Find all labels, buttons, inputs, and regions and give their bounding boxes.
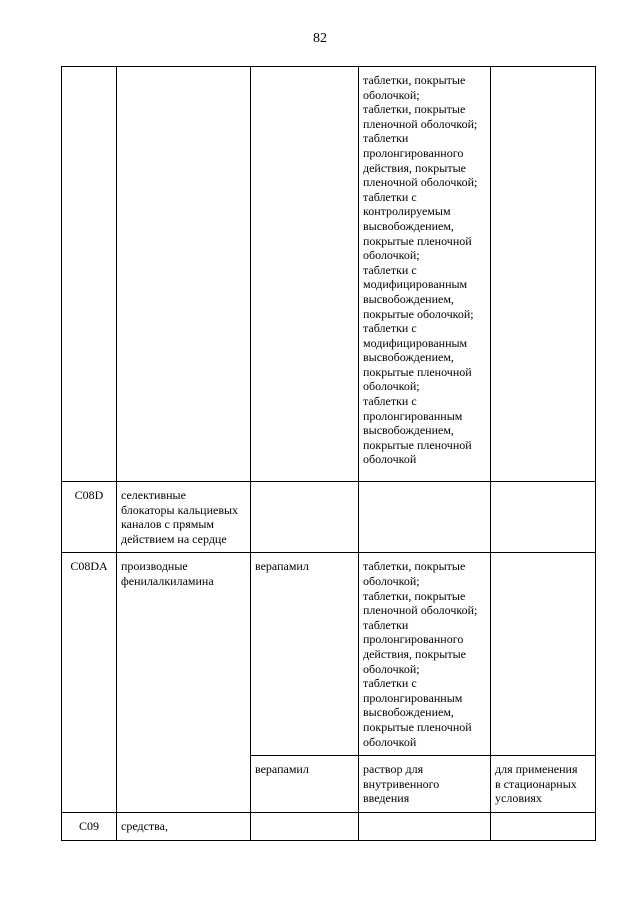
note-cell: для применения в стационарных условиях: [491, 756, 596, 813]
atc-code-cell: [62, 67, 117, 482]
atc-code-cell: C09: [62, 813, 117, 841]
table-row: [62, 553, 596, 756]
table-row: [62, 813, 596, 841]
note-cell: [491, 553, 596, 756]
table-row: [62, 482, 596, 553]
atc-code-cell: C08D: [62, 482, 117, 553]
note-cell: [491, 67, 596, 482]
dosage-form-cell: таблетки, покрытые оболочкой; таблетки, покрытые пленочной оболочкой; таблетки пролонгированного действия, покрытые оболочкой; таблетки с пролонгированным высвобождением, покрытые пленочной оболочкой: [359, 553, 491, 756]
drug-name-cell: [251, 813, 359, 841]
note-cell: [491, 482, 596, 553]
drug-table: [61, 66, 596, 841]
drug-name-cell: [251, 67, 359, 482]
atc-group-cell: производные фенилалкиламина: [117, 553, 251, 813]
atc-code-cell: C08DA: [62, 553, 117, 813]
dosage-form-cell: [359, 813, 491, 841]
table-row: [62, 67, 596, 482]
dosage-form-cell: [359, 482, 491, 553]
page-number: 82: [313, 31, 327, 46]
drug-name-cell: [251, 482, 359, 553]
dosage-form-cell: раствор для внутривенного введения: [359, 756, 491, 813]
note-cell: [491, 813, 596, 841]
drug-name-cell: верапамил: [251, 553, 359, 756]
atc-group-cell: [117, 67, 251, 482]
drug-name-cell: верапамил: [251, 756, 359, 813]
dosage-form-cell: таблетки, покрытые оболочкой; таблетки, покрытые пленочной оболочкой; таблетки пролонгированного действия, покрытые пленочной оболочкой; таблетки с контролируемым высвобождением, покрытые пленочной оболочкой; таблетки с модифицированным высвобождением, покрытые оболочкой; таблетки с модифицированным высвобождением, покрытые пленочной оболочкой; таблетки с пролонгированным высвобождением, покрытые пленочной оболочкой: [359, 67, 491, 482]
atc-group-cell: средства,: [117, 813, 251, 841]
atc-group-cell: селективные блокаторы кальциевых каналов с прямым действием на сердце: [117, 482, 251, 553]
